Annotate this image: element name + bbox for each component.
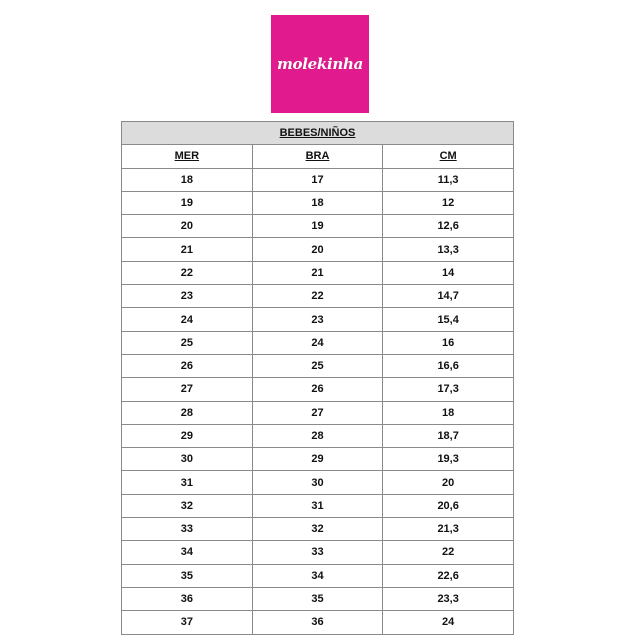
cell-bra: 17 — [252, 168, 383, 191]
cell-bra: 36 — [252, 611, 383, 634]
cell-bra: 29 — [252, 448, 383, 471]
cell-mer: 34 — [122, 541, 253, 564]
table-row — [122, 191, 514, 214]
table-row — [122, 541, 514, 564]
cell-cm: 15,4 — [383, 308, 514, 331]
cell-cm: 11,3 — [383, 168, 514, 191]
cell-bra: 32 — [252, 518, 383, 541]
cell-mer: 31 — [122, 471, 253, 494]
cell-mer: 23 — [122, 285, 253, 308]
cell-mer: 26 — [122, 354, 253, 377]
cell-bra: 33 — [252, 541, 383, 564]
cell-mer: 37 — [122, 611, 253, 634]
cell-cm: 12 — [383, 191, 514, 214]
column-header-mer: MER — [122, 145, 253, 168]
table-row — [122, 308, 514, 331]
table-row — [122, 238, 514, 261]
cell-bra: 22 — [252, 285, 383, 308]
cell-cm: 21,3 — [383, 518, 514, 541]
table-row — [122, 564, 514, 587]
cell-cm: 19,3 — [383, 448, 514, 471]
cell-cm: 22 — [383, 541, 514, 564]
cell-mer: 22 — [122, 261, 253, 284]
cell-mer: 33 — [122, 518, 253, 541]
cell-mer: 21 — [122, 238, 253, 261]
cell-cm: 14,7 — [383, 285, 514, 308]
cell-cm: 16,6 — [383, 354, 514, 377]
table-row — [122, 587, 514, 610]
cell-mer: 25 — [122, 331, 253, 354]
table-title-row — [122, 122, 514, 145]
cell-cm: 16 — [383, 331, 514, 354]
brand-logo — [271, 15, 369, 113]
size-chart-table — [121, 121, 514, 635]
table-row — [122, 261, 514, 284]
table-row — [122, 168, 514, 191]
table-row — [122, 424, 514, 447]
cell-bra: 21 — [252, 261, 383, 284]
cell-cm: 18,7 — [383, 424, 514, 447]
cell-mer: 36 — [122, 587, 253, 610]
cell-bra: 28 — [252, 424, 383, 447]
cell-bra: 26 — [252, 378, 383, 401]
cell-mer: 35 — [122, 564, 253, 587]
table-row — [122, 354, 514, 377]
cell-bra: 19 — [252, 215, 383, 238]
cell-bra: 25 — [252, 354, 383, 377]
table-row — [122, 378, 514, 401]
cell-cm: 14 — [383, 261, 514, 284]
cell-mer: 18 — [122, 168, 253, 191]
table-row — [122, 518, 514, 541]
size-rows — [122, 168, 514, 634]
cell-cm: 20 — [383, 471, 514, 494]
cell-cm: 23,3 — [383, 587, 514, 610]
cell-bra: 18 — [252, 191, 383, 214]
cell-bra: 30 — [252, 471, 383, 494]
cell-cm: 13,3 — [383, 238, 514, 261]
table-row — [122, 471, 514, 494]
cell-bra: 24 — [252, 331, 383, 354]
table-row — [122, 285, 514, 308]
table-row — [122, 611, 514, 634]
cell-cm: 22,6 — [383, 564, 514, 587]
table-title: BEBES/NIÑOS — [122, 122, 514, 145]
cell-mer: 20 — [122, 215, 253, 238]
table-row — [122, 215, 514, 238]
cell-mer: 32 — [122, 494, 253, 517]
cell-cm: 24 — [383, 611, 514, 634]
cell-bra: 23 — [252, 308, 383, 331]
cell-bra: 31 — [252, 494, 383, 517]
cell-mer: 29 — [122, 424, 253, 447]
cell-mer: 28 — [122, 401, 253, 424]
column-header-cm: CM — [383, 145, 514, 168]
column-header-bra: BRA — [252, 145, 383, 168]
table-row — [122, 401, 514, 424]
cell-cm: 20,6 — [383, 494, 514, 517]
cell-mer: 19 — [122, 191, 253, 214]
cell-bra: 27 — [252, 401, 383, 424]
table-row — [122, 448, 514, 471]
cell-cm: 18 — [383, 401, 514, 424]
cell-bra: 20 — [252, 238, 383, 261]
cell-mer: 24 — [122, 308, 253, 331]
table-row — [122, 331, 514, 354]
cell-cm: 17,3 — [383, 378, 514, 401]
cell-mer: 30 — [122, 448, 253, 471]
table-row — [122, 494, 514, 517]
cell-mer: 27 — [122, 378, 253, 401]
cell-bra: 35 — [252, 587, 383, 610]
brand-logo-text: molekinha — [276, 55, 364, 73]
cell-bra: 34 — [252, 564, 383, 587]
cell-cm: 12,6 — [383, 215, 514, 238]
table-header-row — [122, 145, 514, 168]
